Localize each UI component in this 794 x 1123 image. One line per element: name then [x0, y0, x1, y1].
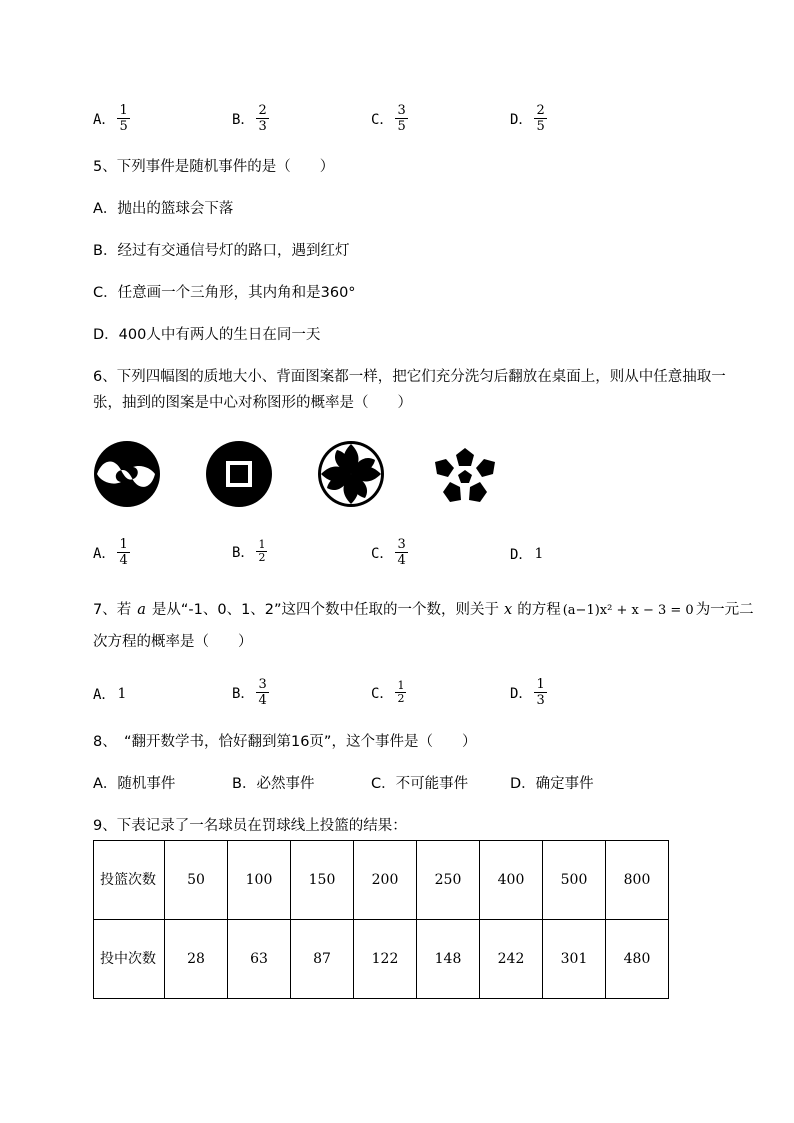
- q6-option-b: B． $\frac{1}{2}$: [232, 538, 266, 564]
- fraction: $\frac{3}{4}$: [397, 537, 406, 568]
- fraction: $\frac{1}{2}$: [258, 538, 266, 564]
- q5-option-a: A．抛出的篮球会下落: [93, 201, 234, 217]
- q7-stem-line1: 7、若 a 是从“-1、0、1、2”这四个数中任取的一个数，则关于 x 的方程 (a−1)x² + x − 3 = 0 为一元二: [93, 602, 754, 618]
- table-row: [94, 920, 669, 999]
- q8-option-a: A．随机事件: [93, 776, 176, 792]
- yin-yang-wave-figure: [93, 440, 161, 508]
- fraction: $\frac{1}{4}$: [119, 537, 128, 568]
- q4-option-b: B． $\frac{2}{3}$: [232, 103, 267, 134]
- q7-option-b: B． $\frac{3}{4}$: [232, 677, 267, 708]
- q5-option-d: D．400人中有两人的生日在同一天: [93, 327, 321, 343]
- table-cell: 500: [543, 841, 606, 920]
- table-cell: 28: [165, 920, 228, 999]
- table-cell: 100: [228, 841, 291, 920]
- table-cell: 242: [480, 920, 543, 999]
- q7-option-a: A． 1: [93, 686, 127, 703]
- q6-option-d: D． 1: [510, 546, 544, 563]
- fraction: $\frac{1}{5}$: [119, 103, 128, 134]
- fraction: $\frac{3}{5}$: [397, 103, 406, 134]
- table-cell: 800: [606, 841, 669, 920]
- q6-stem-line1: 6、下列四幅图的质地大小、背面图案都一样，把它们充分洗匀后翻放在桌面上，则从中任意抽取一: [93, 369, 726, 385]
- fraction: $\frac{2}{5}$: [536, 103, 545, 134]
- fraction: $\frac{2}{3}$: [258, 103, 267, 134]
- q7-stem-line2: 次方程的概率是（ ）: [93, 634, 253, 650]
- q5-option-b: B．经过有交通信号灯的路口，遇到红灯: [93, 243, 350, 259]
- q8-stem: 8、 “翻开数学书，恰好翻到第16页”，这个事件是（ ）: [93, 734, 477, 750]
- table-cell: 150: [291, 841, 354, 920]
- row-header-attempts: 投篮次数: [94, 841, 165, 920]
- q8-option-d: D．确定事件: [510, 776, 594, 792]
- row-header-hits: 投中次数: [94, 920, 165, 999]
- fraction: $\frac{1}{3}$: [536, 677, 545, 708]
- q4-option-a: A． $\frac{1}{5}$: [93, 103, 128, 134]
- q5-stem: 5、下列事件是随机事件的是（ ）: [93, 159, 335, 175]
- table-cell: 50: [165, 841, 228, 920]
- q7-option-c: C． $\frac{1}{2}$: [371, 679, 405, 705]
- q8-option-b: B．必然事件: [232, 776, 315, 792]
- q9-stem: 9、下表记录了一名球员在罚球线上投篮的结果：: [93, 818, 407, 834]
- fraction: $\frac{1}{2}$: [397, 679, 405, 705]
- q6-stem-line2: 张，抽到的图案是中心对称图形的概率是（ ）: [93, 395, 412, 411]
- fraction: $\frac{3}{4}$: [258, 677, 267, 708]
- table-cell: 400: [480, 841, 543, 920]
- four-petal-figure: [317, 440, 385, 508]
- equation: (a−1)x² + x − 3 = 0: [562, 603, 694, 618]
- q6-option-a: A． $\frac{1}{4}$: [93, 537, 128, 568]
- table-cell: 87: [291, 920, 354, 999]
- table-cell: 148: [417, 920, 480, 999]
- q7-option-d: D． $\frac{1}{3}$: [510, 677, 545, 708]
- table-cell: 63: [228, 920, 291, 999]
- q4-option-d: D． $\frac{2}{5}$: [510, 103, 545, 134]
- pentagon-flower-figure: [432, 444, 498, 506]
- q8-option-c: C．不可能事件: [371, 776, 469, 792]
- q4-option-c: C． $\frac{3}{5}$: [371, 103, 406, 134]
- table-cell: 480: [606, 920, 669, 999]
- table-row: [94, 841, 669, 920]
- shooting-results-table: [93, 840, 669, 999]
- square-in-circle-figure: [205, 440, 273, 508]
- q6-option-c: C． $\frac{3}{4}$: [371, 537, 406, 568]
- q5-option-c: C．任意画一个三角形，其内角和是360°: [93, 285, 356, 301]
- table-cell: 122: [354, 920, 417, 999]
- table-cell: 301: [543, 920, 606, 999]
- table-cell: 250: [417, 841, 480, 920]
- table-cell: 200: [354, 841, 417, 920]
